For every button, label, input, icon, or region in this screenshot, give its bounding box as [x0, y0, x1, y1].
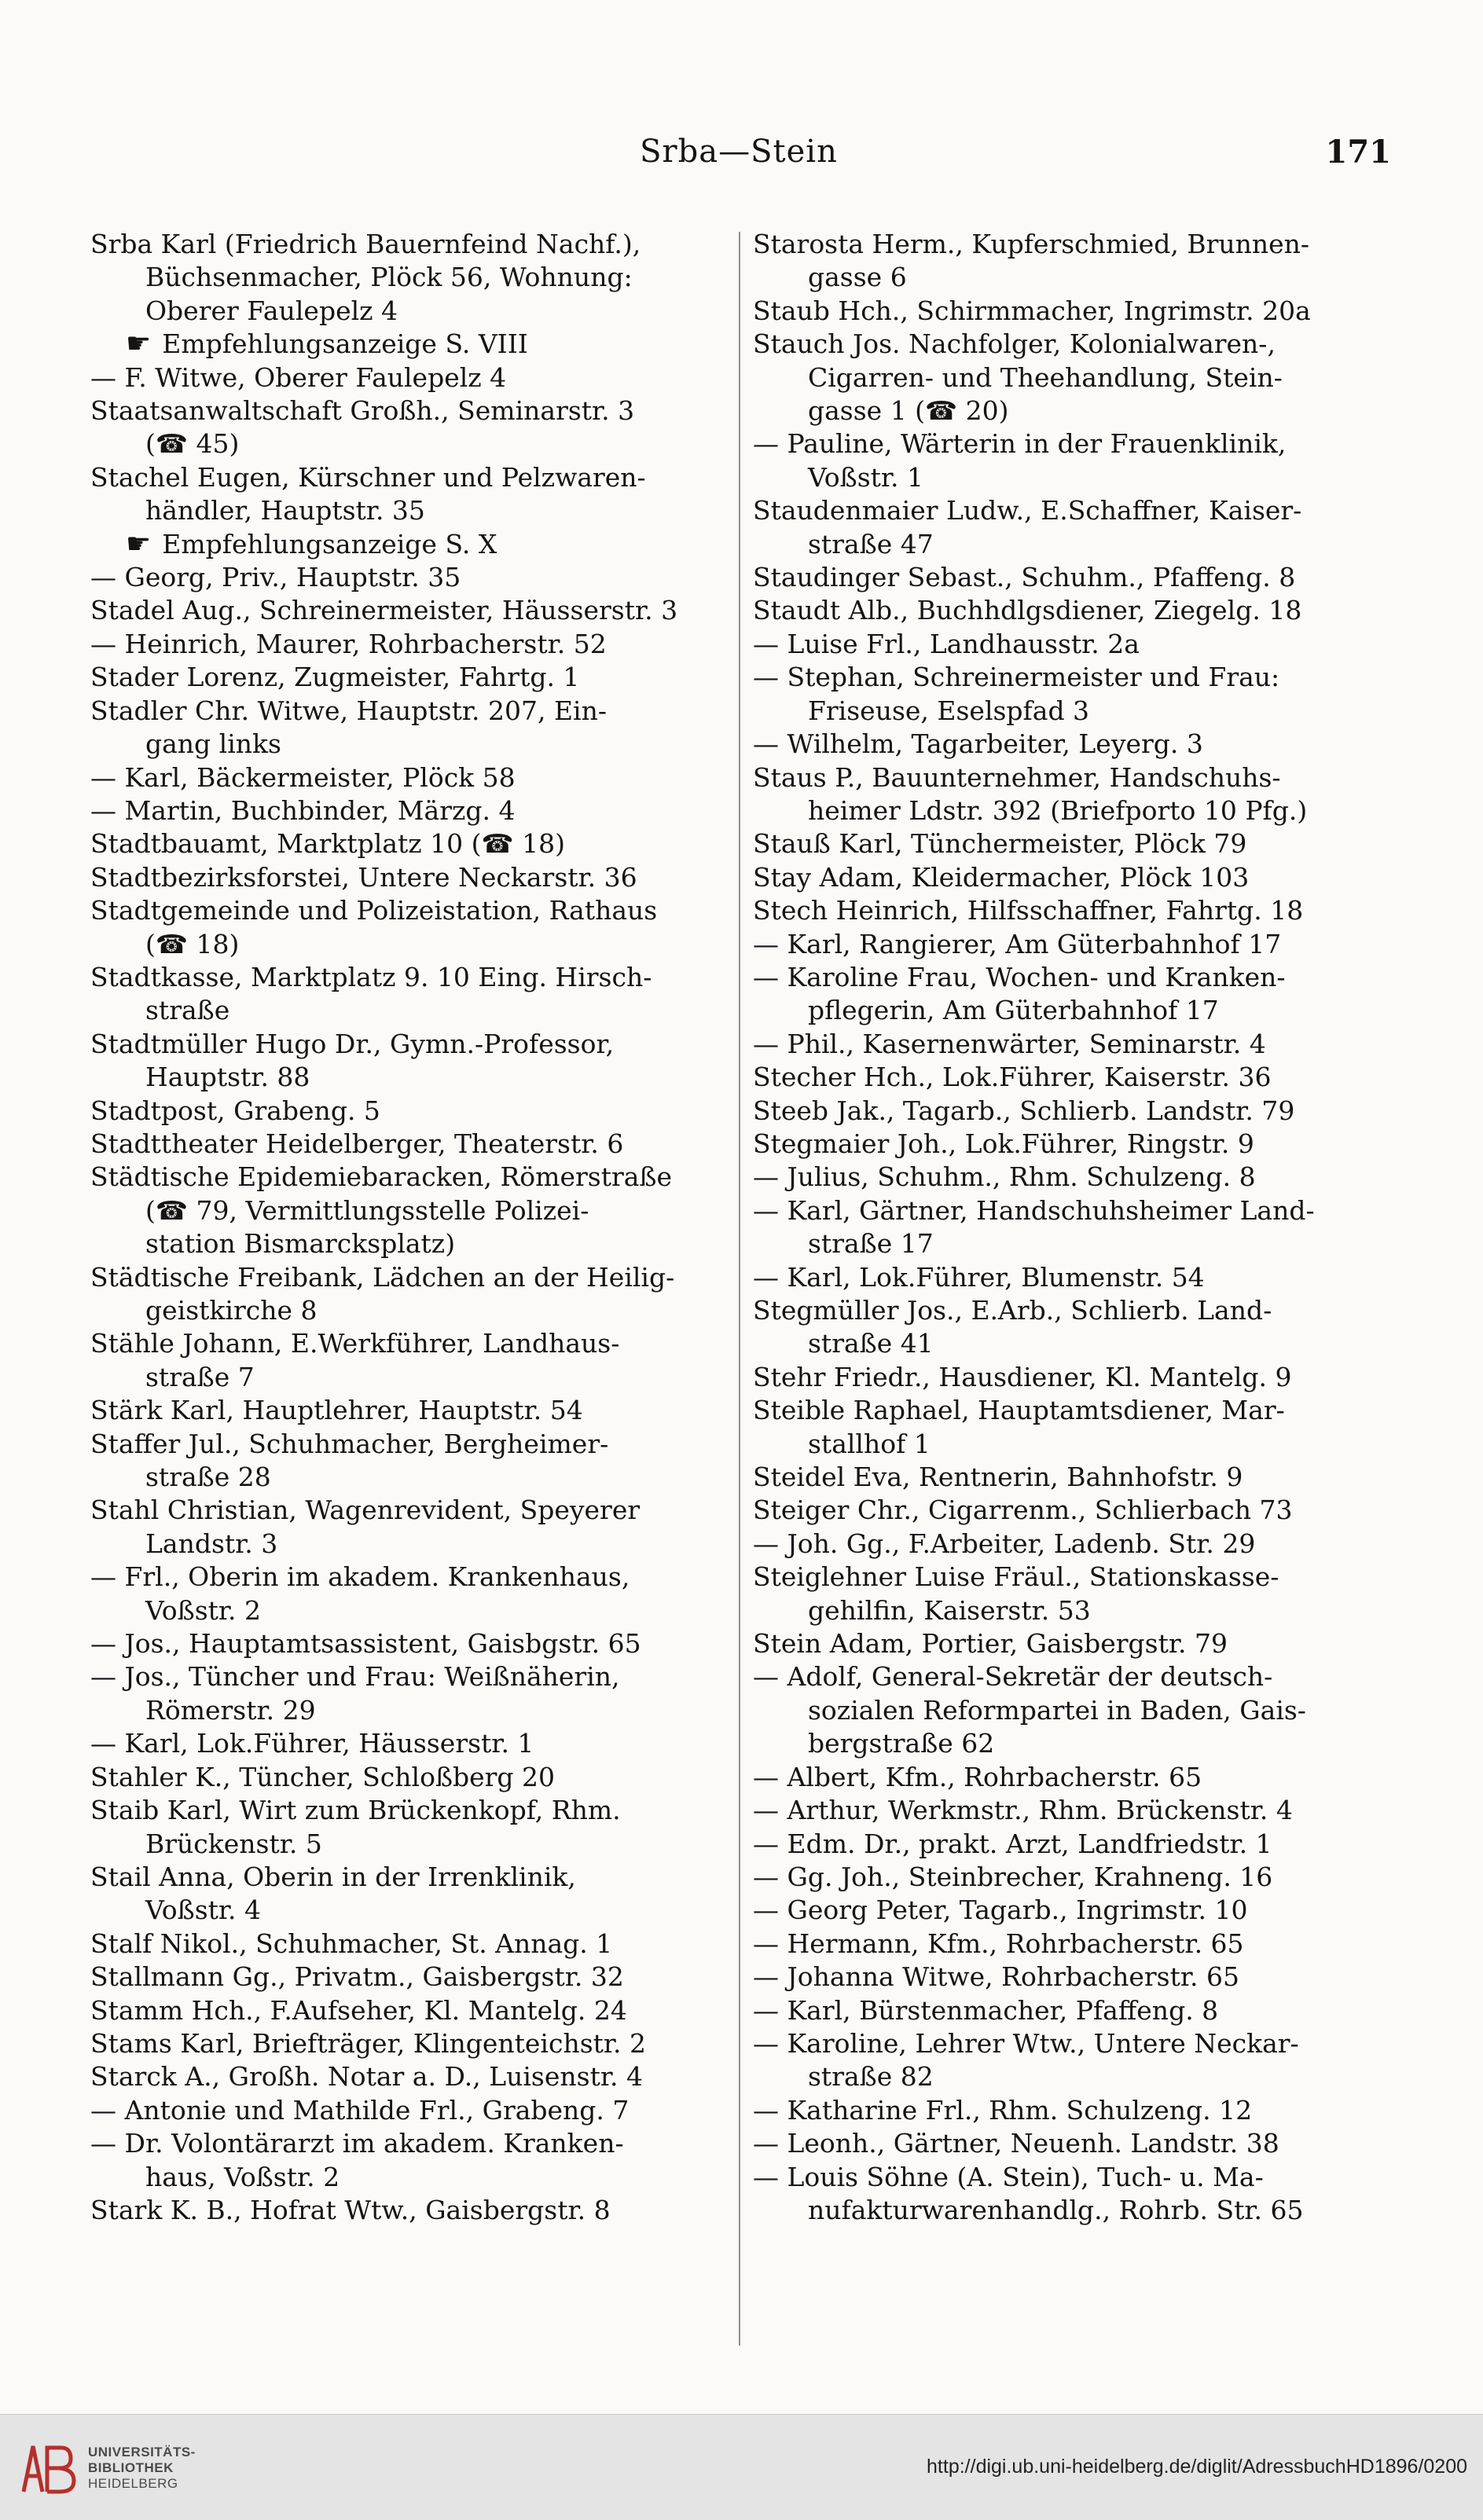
- directory-entry: [753, 827, 1389, 860]
- directory-entry: [90, 1028, 727, 1095]
- entry-line: — Joh. Gg., F.Arbeiter, Ladenb. Str. 29: [753, 1528, 1256, 1559]
- entry-line: Stader Lorenz, Zugmeister, Fahrtg. 1: [90, 662, 580, 693]
- entry-line: Stegmaier Joh., Lok.Führer, Ringstr. 9: [753, 1128, 1254, 1159]
- directory-entry: [753, 1627, 1389, 1660]
- entry-continuation: straße 82: [808, 2061, 934, 2093]
- directory-entry: [753, 2127, 1389, 2160]
- directory-entry: [90, 594, 727, 627]
- entry-line: Stalf Nikol., Schuhmacher, St. Annag. 1: [90, 1928, 613, 1959]
- directory-entry: [753, 328, 1389, 427]
- directory-entry: [753, 228, 1389, 295]
- entry-line: — Hermann, Kfm., Rohrbacherstr. 65: [753, 1928, 1244, 1959]
- directory-entry: [753, 1861, 1389, 1894]
- entry-continuation: Hauptstr. 88: [145, 1062, 310, 1093]
- directory-entry: [753, 1561, 1389, 1627]
- entry-line: — Martin, Buchbinder, Märzg. 4: [90, 794, 516, 826]
- directory-entry: [753, 1361, 1389, 1394]
- directory-entry: [753, 1928, 1389, 1961]
- entry-line: Stadtpost, Grabeng. 5: [90, 1095, 380, 1126]
- directory-entry: [753, 1394, 1389, 1461]
- entry-continuation: gang links: [145, 728, 281, 760]
- library-name-line3: HEIDELBERG: [88, 2476, 178, 2491]
- entry-continuation: bergstraße 62: [808, 1728, 995, 1759]
- entry-line: — Katharine Frl., Rhm. Schulzeng. 12: [753, 2094, 1253, 2126]
- entry-line: Stahl Christian, Wagenrevident, Speyerer: [90, 1495, 641, 1526]
- directory-entry: [90, 1327, 727, 1394]
- entry-line: Stark K. B., Hofrat Wtw., Gaisbergstr. 8: [90, 2194, 611, 2225]
- entry-line: Steeb Jak., Tagarb., Schlierb. Landstr. 79: [753, 1095, 1295, 1126]
- directory-entry: [90, 561, 727, 594]
- entry-line: — Karl, Bäckermeister, Plöck 58: [90, 761, 516, 793]
- entry-continuation: straße 41: [808, 1328, 934, 1359]
- entry-continuation: Voßstr. 1: [808, 461, 924, 493]
- directory-entry: [90, 1627, 727, 1660]
- directory-entry: [753, 1128, 1389, 1161]
- entry-continuation: straße 28: [145, 1462, 271, 1493]
- directory-entry: [753, 1761, 1389, 1794]
- entry-line: Stähle Johann, E.Werkführer, Landhaus-: [90, 1328, 620, 1359]
- entry-continuation: (☎ 79, Vermittlungsstelle Polizei-: [145, 1194, 589, 1226]
- directory-entry: [753, 2027, 1389, 2094]
- entry-line: Stärk Karl, Hauptlehrer, Hauptstr. 54: [90, 1395, 583, 1426]
- directory-entry: [90, 861, 727, 894]
- directory-entry: [753, 594, 1389, 627]
- entry-line: Stegmüller Jos., E.Arb., Schlierb. Land-: [753, 1295, 1272, 1326]
- directory-entry: [90, 228, 727, 328]
- directory-entry: [753, 494, 1389, 561]
- directory-entry: [90, 1961, 727, 1994]
- directory-entry: [753, 661, 1389, 728]
- entry-line: — Edm. Dr., prakt. Arzt, Landfriedstr. 1: [753, 1828, 1272, 1859]
- right-column: [753, 228, 1389, 2349]
- page-number: 171: [1325, 134, 1391, 171]
- entry-line: Stauch Jos. Nachfolger, Kolonialwaren-,: [753, 328, 1276, 360]
- directory-entry: [90, 1394, 727, 1427]
- left-column: [90, 228, 727, 2349]
- entry-line: — Gg. Joh., Steinbrecher, Krahneng. 16: [753, 1861, 1273, 1892]
- entry-line: — Phil., Kasernenwärter, Seminarstr. 4: [753, 1028, 1266, 1059]
- entry-line: Srba Karl (Friedrich Bauernfeind Nachf.),: [90, 229, 641, 259]
- entry-line: — Louis Söhne (A. Stein), Tuch- u. Ma-: [753, 2161, 1264, 2192]
- directory-entry: [90, 661, 727, 694]
- directory-entry: [753, 928, 1389, 961]
- entry-continuation: Büchsenmacher, Plöck 56, Wohnung:: [145, 262, 633, 293]
- entry-continuation: Friseuse, Eselspfad 3: [808, 695, 1090, 726]
- directory-entry: [753, 961, 1389, 1028]
- directory-entry: [753, 1095, 1389, 1128]
- entry-line: Steible Raphael, Hauptamtsdiener, Mar-: [753, 1395, 1285, 1426]
- entry-continuation: stallhof 1: [808, 1428, 931, 1459]
- entry-line: Stadtbezirksforstei, Untere Neckarstr. 36: [90, 861, 637, 893]
- directory-entry: [90, 1660, 727, 1727]
- entry-line: — Karoline Frau, Wochen- und Kranken-: [753, 961, 1286, 992]
- directory-entry: [753, 1061, 1389, 1094]
- entry-line: Stadtkasse, Marktplatz 9. 10 Eing. Hirsch-: [90, 961, 652, 992]
- entry-line: — Adolf, General-Sekretär der deutsch-: [753, 1661, 1273, 1693]
- entry-continuation: geistkirche 8: [145, 1295, 318, 1326]
- directory-entry: [90, 461, 727, 528]
- entry-continuation: Voßstr. 4: [145, 1895, 262, 1926]
- directory-entry: [753, 1294, 1389, 1361]
- advertisement-text: Empfehlungsanzeige S. VIII: [162, 328, 528, 360]
- library-name-line2: BIBLIOTHEK: [88, 2460, 174, 2475]
- entry-line: Steidel Eva, Rentnerin, Bahnhofstr. 9: [753, 1462, 1243, 1493]
- directory-entry: [753, 2161, 1389, 2228]
- entry-continuation: gasse 6: [808, 262, 907, 293]
- entry-line: Stehr Friedr., Hausdiener, Kl. Mantelg. 9: [753, 1361, 1292, 1392]
- entry-line: — Albert, Kfm., Rohrbacherstr. 65: [753, 1761, 1202, 1792]
- entry-line: Stecher Hch., Lok.Führer, Kaiserstr. 36: [753, 1062, 1272, 1093]
- directory-entry: [90, 1928, 727, 1961]
- entry-line: — Karl, Lok.Führer, Häusserstr. 1: [90, 1728, 534, 1759]
- directory-entry: [90, 1128, 727, 1161]
- directory-entry: [90, 2127, 727, 2194]
- entry-line: — Jos., Tüncher und Frau: Weißnäherin,: [90, 1661, 620, 1693]
- entry-line: Starosta Herm., Kupferschmied, Brunnen-: [753, 229, 1310, 259]
- entry-line: Starck A., Großh. Notar a. D., Luisenstr. 4: [90, 2061, 643, 2093]
- directory-entry: [753, 861, 1389, 894]
- directory-entry: [90, 394, 727, 461]
- entry-continuation: station Bismarcksplatz): [145, 1228, 456, 1260]
- entry-continuation: straße 7: [145, 1361, 255, 1392]
- pointing-hand-icon: ☛: [126, 527, 152, 560]
- entry-line: Stadler Chr. Witwe, Hauptstr. 207, Ein-: [90, 695, 607, 726]
- entry-line: Stadtmüller Hugo Dr., Gymn.-Professor,: [90, 1028, 615, 1059]
- directory-entry: [90, 2094, 727, 2127]
- entry-line: Staatsanwaltschaft Großh., Seminarstr. 3: [90, 395, 635, 427]
- directory-entry: [90, 1161, 727, 1260]
- directory-entry: [90, 1761, 727, 1794]
- directory-entry: [753, 1461, 1389, 1494]
- directory-entry: [90, 1794, 727, 1861]
- directory-entry: [90, 1861, 727, 1928]
- entry-line: — Stephan, Schreinermeister und Frau:: [753, 662, 1280, 693]
- library-name: [88, 2445, 196, 2492]
- entry-line: Stahler K., Tüncher, Schloßberg 20: [90, 1761, 556, 1792]
- directory-entry: [90, 1994, 727, 2027]
- entry-line: Stadttheater Heidelberger, Theaterstr. 6: [90, 1128, 624, 1159]
- entry-continuation: nufakturwarenhandlg., Rohrb. Str. 65: [808, 2194, 1304, 2225]
- directory-entry: [90, 1428, 727, 1495]
- entry-line: Stamm Hch., F.Aufseher, Kl. Mantelg. 24: [90, 1994, 627, 2026]
- footer-bar: [0, 2414, 1483, 2520]
- directory-entry: [753, 1528, 1389, 1561]
- entry-line: Stadtbauamt, Marktplatz 10 (☎ 18): [90, 828, 565, 860]
- directory-entry: [753, 1961, 1389, 1994]
- entry-line: — Johanna Witwe, Rohrbacherstr. 65: [753, 1961, 1239, 1993]
- running-head: [86, 134, 1391, 181]
- entry-line: Städtische Freibank, Lädchen an der Heilig-: [90, 1261, 675, 1293]
- directory-entry: [90, 761, 727, 794]
- directory-entry: [753, 761, 1389, 828]
- entry-continuation: Römerstr. 29: [145, 1694, 316, 1726]
- entry-continuation: Oberer Faulepelz 4: [145, 295, 398, 326]
- entry-continuation: Brückenstr. 5: [145, 1828, 322, 1859]
- directory-entry: [753, 561, 1389, 594]
- entry-line: — Arthur, Werkmstr., Rhm. Brückenstr. 4: [753, 1795, 1293, 1826]
- entry-continuation: straße 17: [808, 1228, 934, 1260]
- entry-continuation: gehilfin, Kaiserstr. 53: [808, 1594, 1091, 1626]
- directory-entry: [753, 1028, 1389, 1061]
- entry-continuation: Landstr. 3: [145, 1528, 278, 1559]
- entry-line: Staib Karl, Wirt zum Brückenkopf, Rhm.: [90, 1795, 621, 1826]
- entry-line: — Karl, Gärtner, Handschuhsheimer Land-: [753, 1194, 1315, 1226]
- directory-entry: [753, 427, 1389, 494]
- entry-line: Staffer Jul., Schuhmacher, Bergheimer-: [90, 1428, 609, 1459]
- directory-entry: [90, 961, 727, 1028]
- entry-line: Staudinger Sebast., Schuhm., Pfaffeng. 8: [753, 562, 1296, 593]
- entry-line: — Leonh., Gärtner, Neuenh. Landstr. 38: [753, 2128, 1279, 2159]
- library-name-line1: UNIVERSITÄTS-: [88, 2445, 196, 2459]
- entry-line: — F. Witwe, Oberer Faulepelz 4: [90, 361, 507, 393]
- directory-entry: [753, 894, 1389, 927]
- entry-line: — Karl, Rangierer, Am Güterbahnhof 17: [753, 928, 1282, 959]
- entry-continuation: pflegerin, Am Güterbahnhof 17: [808, 995, 1219, 1026]
- directory-entry: [753, 1194, 1389, 1261]
- directory-entry: [753, 1261, 1389, 1294]
- entry-line: Stail Anna, Oberin in der Irrenklinik,: [90, 1861, 576, 1892]
- entry-continuation: sozialen Reformpartei in Baden, Gais-: [808, 1694, 1306, 1726]
- entry-line: — Julius, Schuhm., Rhm. Schulzeng. 8: [753, 1161, 1256, 1193]
- directory-entry: [753, 1494, 1389, 1527]
- entry-line: Staudenmaier Ludw., E.Schaffner, Kaiser-: [753, 495, 1302, 526]
- directory-entry: [90, 794, 727, 827]
- directory-entry: [753, 1994, 1389, 2027]
- advertisement-reference: [90, 328, 727, 361]
- directory-entry: [90, 894, 727, 961]
- directory-entry: [90, 695, 727, 761]
- entry-continuation: (☎ 45): [145, 428, 240, 460]
- entry-line: — Wilhelm, Tagarbeiter, Leyerg. 3: [753, 728, 1203, 760]
- directory-entry: [753, 295, 1389, 328]
- entry-line: Stams Karl, Briefträger, Klingenteichstr. 2: [90, 2027, 647, 2059]
- directory-entry: [753, 628, 1389, 661]
- advertisement-reference: [90, 528, 727, 561]
- entry-line: Städtische Epidemiebaracken, Römerstraße: [90, 1161, 672, 1193]
- directory-entry: [753, 1660, 1389, 1760]
- entry-continuation: heimer Ldstr. 392 (Briefporto 10 Pfg.): [808, 794, 1308, 826]
- entry-continuation: haus, Voßstr. 2: [145, 2161, 340, 2192]
- entry-continuation: händler, Hauptstr. 35: [145, 495, 425, 526]
- directory-entry: [753, 1828, 1389, 1861]
- directory-entry: [753, 1894, 1389, 1927]
- entry-line: Staudt Alb., Buchhdlgsdiener, Ziegelg. 18: [753, 595, 1302, 626]
- directory-entry: [753, 1794, 1389, 1827]
- pointing-hand-icon: ☛: [126, 328, 152, 361]
- directory-entry: [90, 2194, 727, 2227]
- entry-line: Stallmann Gg., Privatm., Gaisbergstr. 32: [90, 1961, 624, 1993]
- directory-entry: [90, 1561, 727, 1627]
- entry-line: Staub Hch., Schirmmacher, Ingrimstr. 20a: [753, 295, 1311, 326]
- entry-line: Stadtgemeinde und Polizeistation, Rathaus: [90, 895, 658, 926]
- entry-continuation: gasse 1 (☎ 20): [808, 395, 1009, 427]
- directory-entry: [753, 2094, 1389, 2127]
- entry-line: — Frl., Oberin im akadem. Krankenhaus,: [90, 1561, 630, 1593]
- directory-entry: [90, 2060, 727, 2093]
- directory-entry: [90, 628, 727, 661]
- entry-line: — Karl, Lok.Führer, Blumenstr. 54: [753, 1261, 1205, 1293]
- entry-continuation: Voßstr. 2: [145, 1594, 262, 1626]
- entry-line: — Georg Peter, Tagarb., Ingrimstr. 10: [753, 1895, 1248, 1926]
- university-library-logo-icon: [16, 2437, 86, 2500]
- entry-line: — Antonie und Mathilde Frl., Grabeng. 7: [90, 2094, 630, 2126]
- directory-entry: [753, 1161, 1389, 1194]
- entry-line: Stadel Aug., Schreinermeister, Häusserstr. 3: [90, 595, 678, 626]
- directory-entry: [90, 1261, 727, 1328]
- entry-line: — Luise Frl., Landhausstr. 2a: [753, 628, 1140, 659]
- entry-line: — Jos., Hauptamtsassistent, Gaisbgstr. 65: [90, 1628, 641, 1660]
- entry-continuation: (☎ 18): [145, 928, 240, 959]
- entry-continuation: straße: [145, 995, 230, 1026]
- entry-continuation: Cigarren- und Theehandlung, Stein-: [808, 361, 1283, 393]
- entry-line: Stachel Eugen, Kürschner und Pelzwaren-: [90, 461, 646, 493]
- advertisement-text: Empfehlungsanzeige S. X: [162, 528, 497, 559]
- directory-entry: [90, 2027, 727, 2060]
- entry-line: Stauß Karl, Tünchermeister, Plöck 79: [753, 828, 1247, 860]
- entry-line: Stein Adam, Portier, Gaisbergstr. 79: [753, 1628, 1228, 1660]
- entry-line: — Georg, Priv., Hauptstr. 35: [90, 562, 461, 593]
- page-title: Srba—Stein: [640, 134, 838, 170]
- directory-entry: [90, 827, 727, 860]
- entry-line: — Pauline, Wärterin in der Frauenklinik,: [753, 428, 1287, 460]
- directory-entry: [90, 1095, 727, 1128]
- directory-entry: [90, 1727, 727, 1760]
- source-url-link[interactable]: http://digi.ub.uni-heidelberg.de/diglit/AdressbuchHD1896/0200: [927, 2456, 1467, 2478]
- directory-entry: [90, 361, 727, 394]
- entry-line: — Karl, Bürstenmacher, Pfaffeng. 8: [753, 1994, 1219, 2026]
- entry-line: — Karoline, Lehrer Wtw., Untere Neckar-: [753, 2027, 1299, 2059]
- entry-continuation: straße 47: [808, 528, 934, 559]
- entry-line: Steiger Chr., Cigarrenm., Schlierbach 73: [753, 1495, 1293, 1526]
- entry-line: — Heinrich, Maurer, Rohrbacherstr. 52: [90, 628, 607, 659]
- column-divider: [739, 232, 740, 2346]
- entry-line: Stay Adam, Kleidermacher, Plöck 103: [753, 861, 1250, 893]
- entry-line: Staus P., Bauunternehmer, Handschuhs-: [753, 761, 1281, 793]
- directory-entry: [90, 1494, 727, 1561]
- entry-line: — Dr. Volontärarzt im akadem. Kranken-: [90, 2128, 624, 2159]
- entry-line: Stech Heinrich, Hilfsschaffner, Fahrtg. 18: [753, 895, 1304, 926]
- directory-entry: [753, 728, 1389, 761]
- entry-line: Steiglehner Luise Fräul., Stationskasse-: [753, 1561, 1279, 1593]
